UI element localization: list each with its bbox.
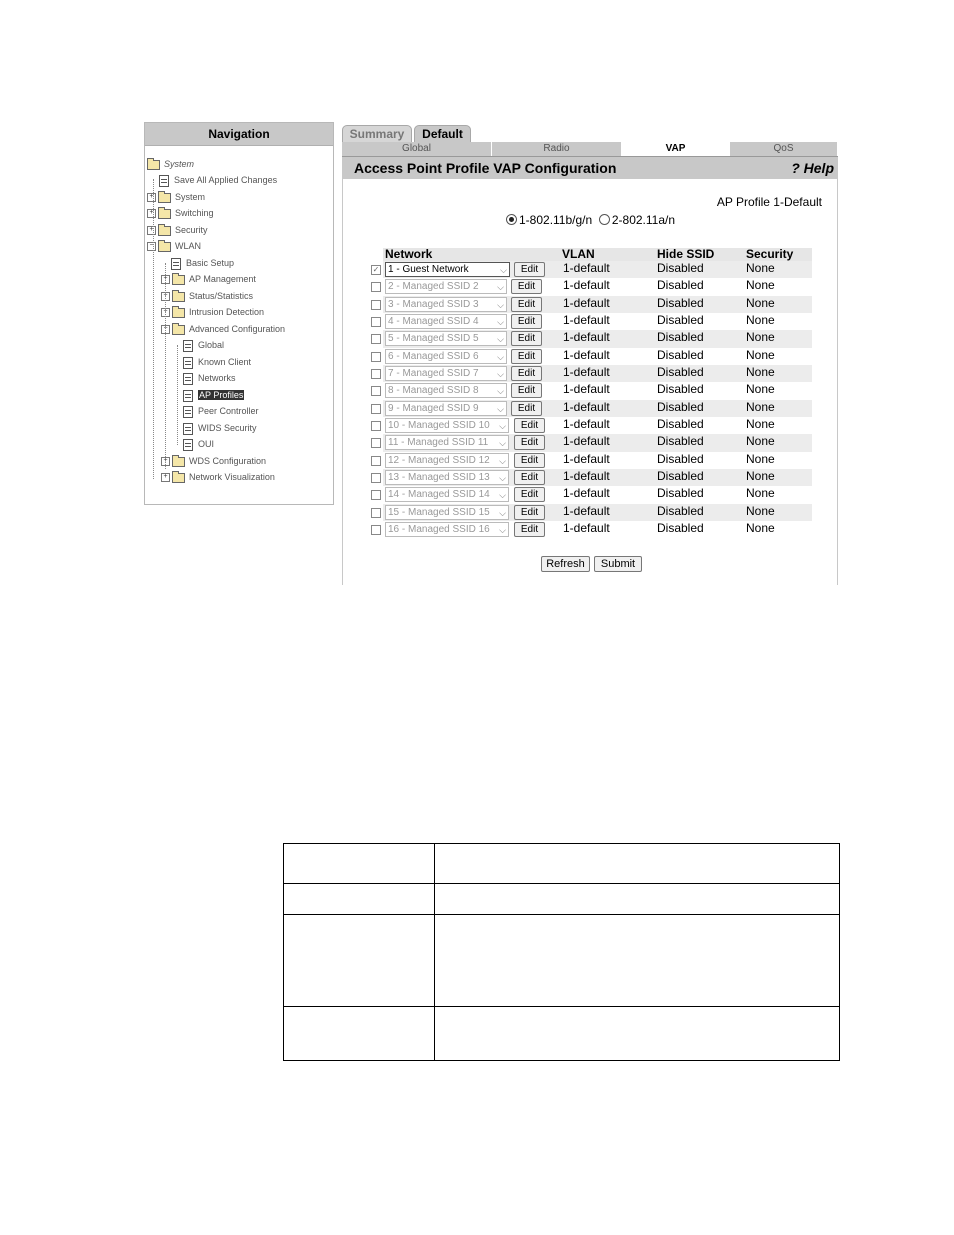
expand-icon[interactable]: + — [147, 193, 156, 202]
folder-icon — [172, 308, 185, 318]
config-subtabs — [342, 142, 838, 157]
edit-button[interactable]: Edit — [511, 297, 542, 312]
nav-item[interactable] — [161, 288, 253, 304]
table-row — [383, 521, 812, 538]
edit-button[interactable]: Edit — [514, 418, 545, 433]
nav-item-label: AP Profiles — [199, 390, 244, 400]
table-row — [383, 330, 812, 347]
security-cell: None — [746, 365, 775, 380]
network-checkbox[interactable] — [371, 508, 381, 518]
page-icon — [183, 423, 193, 435]
hide-ssid-cell: Disabled — [657, 503, 704, 518]
header-vlan: VLAN — [562, 247, 595, 261]
subtab-radio[interactable]: Radio — [492, 142, 622, 156]
nav-item[interactable] — [183, 354, 251, 370]
edit-button[interactable]: Edit — [514, 453, 545, 468]
folder-open-icon — [158, 242, 171, 252]
expand-icon[interactable]: + — [161, 308, 170, 317]
nav-item[interactable] — [147, 205, 214, 221]
network-select-value: 7 - Managed SSID 7 — [388, 368, 479, 380]
network-select[interactable] — [385, 505, 509, 520]
nav-item-label: Intrusion Detection — [189, 307, 265, 317]
network-select[interactable] — [385, 279, 507, 294]
folder-icon — [158, 226, 171, 236]
network-checkbox[interactable] — [371, 456, 381, 466]
chevron-down-icon: ⌵ — [497, 299, 504, 310]
table-row — [383, 400, 812, 417]
chevron-down-icon: ⌵ — [499, 421, 506, 432]
hide-ssid-cell: Disabled — [657, 469, 704, 484]
edit-button[interactable]: Edit — [511, 314, 542, 329]
table-row — [372, 261, 812, 278]
nav-item[interactable] — [159, 172, 277, 188]
hide-ssid-cell: Disabled — [657, 365, 704, 380]
nav-item[interactable] — [183, 436, 214, 452]
page-icon — [183, 340, 193, 352]
chevron-down-icon: ⌵ — [499, 490, 506, 501]
network-checkbox[interactable] — [371, 300, 381, 310]
edit-button[interactable]: Edit — [514, 470, 545, 485]
network-checkbox[interactable] — [371, 317, 381, 327]
network-select-value: 12 - Managed SSID 12 — [388, 454, 490, 466]
folder-icon — [172, 292, 185, 302]
security-cell: None — [746, 261, 775, 275]
network-select[interactable] — [385, 383, 507, 398]
empty-description-table — [283, 843, 840, 1061]
folder-open-icon — [172, 325, 185, 335]
edit-button[interactable]: Edit — [511, 349, 542, 364]
expand-icon[interactable]: + — [147, 209, 156, 218]
security-cell: None — [746, 434, 775, 449]
vlan-cell: 1-default — [563, 434, 610, 449]
folder-open-icon — [147, 160, 160, 170]
subtab-vap[interactable]: VAP — [622, 142, 730, 156]
vlan-cell: 1-default — [563, 521, 610, 536]
vlan-cell: 1-default — [563, 313, 610, 328]
network-select[interactable] — [385, 297, 507, 312]
nav-item-label: AP Management — [189, 274, 256, 284]
nav-item-label: Global — [198, 340, 225, 350]
nav-item-label: System — [164, 159, 195, 169]
network-select-value: 4 - Managed SSID 4 — [388, 316, 479, 328]
chevron-down-icon: ⌵ — [497, 386, 504, 397]
network-checkbox[interactable] — [371, 404, 381, 414]
network-checkbox[interactable] — [371, 282, 381, 292]
page-title-bar — [342, 157, 838, 179]
hide-ssid-cell: Disabled — [657, 330, 704, 345]
folder-icon — [172, 275, 185, 285]
network-select-value: 9 - Managed SSID 9 — [388, 402, 479, 414]
radio-2-button[interactable] — [599, 214, 610, 225]
nav-item-label: Peer Controller — [198, 406, 259, 416]
folder-icon — [158, 193, 171, 203]
security-cell: None — [746, 347, 775, 362]
network-checkbox[interactable] — [371, 490, 381, 500]
vlan-cell: 1-default — [563, 330, 610, 345]
chevron-down-icon: ⌵ — [497, 369, 504, 380]
network-checkbox[interactable] — [371, 421, 381, 431]
vlan-cell: 1-default — [563, 486, 610, 501]
network-table — [372, 247, 812, 539]
expand-icon[interactable]: + — [161, 457, 170, 466]
security-cell: None — [746, 486, 775, 501]
table-body — [372, 261, 812, 539]
network-checkbox[interactable] — [371, 334, 381, 344]
radio-2-label: 2-802.11a/n — [611, 213, 676, 227]
expand-icon[interactable]: + — [161, 473, 170, 482]
network-select-value: 8 - Managed SSID 8 — [388, 385, 479, 397]
network-select-value: 10 - Managed SSID 10 — [388, 420, 490, 432]
nav-item-label: System — [175, 192, 206, 202]
hide-ssid-cell: Disabled — [657, 434, 704, 449]
folder-icon — [172, 457, 185, 467]
network-checkbox[interactable] — [371, 352, 381, 362]
nav-item-label: Security — [175, 225, 208, 235]
chevron-down-icon: ⌵ — [499, 507, 506, 518]
vlan-cell: 1-default — [563, 417, 610, 432]
subtab-qos[interactable]: QoS — [730, 142, 838, 156]
hide-ssid-cell: Disabled — [657, 417, 704, 432]
header-security: Security — [746, 247, 794, 261]
nav-item[interactable] — [147, 238, 201, 254]
edit-button[interactable]: Edit — [514, 262, 545, 277]
header-hide-ssid: Hide SSID — [657, 247, 715, 261]
page-icon — [183, 439, 193, 451]
security-cell: None — [746, 313, 775, 328]
hide-ssid-cell: Disabled — [657, 278, 704, 293]
network-select-value: 5 - Managed SSID 5 — [388, 333, 479, 345]
network-checkbox[interactable] — [371, 369, 381, 379]
tree-connector — [165, 263, 166, 469]
table-header — [383, 248, 812, 261]
tab-summary[interactable]: Summary — [342, 125, 412, 142]
network-select[interactable] — [385, 262, 510, 277]
network-select-value: 3 - Managed SSID 3 — [388, 298, 479, 310]
table-row — [383, 417, 812, 434]
folder-icon — [172, 473, 185, 483]
network-select-value: 15 - Managed SSID 15 — [388, 506, 490, 518]
edit-button[interactable]: Edit — [511, 383, 542, 398]
hide-ssid-cell: Disabled — [657, 261, 704, 275]
nav-item-label: Network Visualization — [189, 472, 275, 482]
expand-icon[interactable]: + — [161, 292, 170, 301]
nav-item[interactable] — [183, 420, 257, 436]
table-row — [383, 348, 812, 365]
table-row — [383, 313, 812, 330]
table-row — [383, 296, 812, 313]
expand-icon[interactable]: + — [147, 226, 156, 235]
nav-item-label: Save All Applied Changes — [174, 175, 278, 185]
folder-icon — [158, 209, 171, 219]
nav-item[interactable] — [183, 387, 244, 403]
chevron-down-icon: ⌵ — [497, 351, 504, 362]
table-row — [383, 469, 812, 486]
table-row — [383, 365, 812, 382]
vlan-cell: 1-default — [563, 261, 610, 275]
chevron-down-icon: ⌵ — [499, 438, 506, 449]
security-cell: None — [746, 382, 775, 397]
edit-button[interactable]: Edit — [511, 366, 542, 381]
hide-ssid-cell: Disabled — [657, 347, 704, 362]
network-select[interactable] — [385, 401, 507, 416]
security-cell: None — [746, 521, 775, 536]
edit-button[interactable]: Edit — [511, 401, 542, 416]
table-row — [383, 434, 812, 451]
navigation-title: Navigation — [145, 123, 333, 146]
collapse-icon[interactable]: − — [161, 325, 170, 334]
network-select-value: 2 - Managed SSID 2 — [388, 281, 479, 293]
subtab-global[interactable]: Global — [342, 142, 492, 156]
edit-button[interactable]: Edit — [514, 487, 545, 502]
page-icon — [183, 406, 193, 418]
nav-item[interactable] — [183, 403, 259, 419]
help-link[interactable]: ? Help — [791, 160, 834, 176]
radio-1-button[interactable] — [506, 214, 517, 225]
refresh-button[interactable]: Refresh — [541, 556, 590, 572]
page-icon — [183, 373, 193, 385]
nav-item[interactable] — [147, 222, 208, 238]
hide-ssid-cell: Disabled — [657, 295, 704, 310]
table-row — [383, 504, 812, 521]
chevron-down-icon: ⌵ — [499, 473, 506, 484]
radio-selector — [506, 213, 675, 227]
network-checkbox[interactable] — [371, 473, 381, 483]
nav-item[interactable] — [161, 469, 275, 485]
vlan-cell: 1-default — [563, 347, 610, 362]
network-select-value: 14 - Managed SSID 14 — [388, 489, 490, 501]
vlan-cell: 1-default — [563, 278, 610, 293]
nav-item-label: Switching — [175, 208, 214, 218]
security-cell: None — [746, 278, 775, 293]
security-cell: None — [746, 399, 775, 414]
nav-item[interactable] — [183, 337, 224, 353]
chevron-down-icon: ⌵ — [497, 317, 504, 328]
nav-item-label: Known Client — [198, 357, 252, 367]
table-row — [383, 382, 812, 399]
chevron-down-icon: ⌵ — [499, 455, 506, 466]
expand-icon[interactable]: + — [161, 275, 170, 284]
nav-item[interactable] — [171, 255, 234, 271]
edit-button[interactable]: Edit — [514, 522, 545, 537]
edit-button[interactable]: Edit — [514, 505, 545, 520]
nav-item-label: Advanced Configuration — [189, 324, 286, 334]
chevron-down-icon: ⌵ — [497, 403, 504, 414]
nav-item[interactable] — [161, 321, 285, 337]
nav-item[interactable] — [183, 370, 236, 386]
vlan-cell: 1-default — [563, 451, 610, 466]
security-cell: None — [746, 469, 775, 484]
nav-item-label: Status/Statistics — [189, 291, 254, 301]
network-select-value: 1 - Guest Network — [388, 264, 469, 275]
network-select-value: 16 - Managed SSID 16 — [388, 524, 490, 536]
radio-1-label: 1-802.11b/g/n — [519, 213, 593, 227]
page-icon — [171, 258, 181, 270]
chevron-down-icon: ⌵ — [499, 525, 506, 536]
nav-item-label: Basic Setup — [186, 258, 235, 268]
security-cell: None — [746, 330, 775, 345]
network-select[interactable] — [385, 453, 509, 468]
network-select[interactable] — [385, 331, 507, 346]
vlan-cell: 1-default — [563, 503, 610, 518]
nav-item[interactable] — [161, 304, 264, 320]
page-title: Access Point Profile VAP Configuration — [354, 160, 617, 176]
network-checkbox[interactable] — [371, 386, 381, 396]
network-select-value: 6 - Managed SSID 6 — [388, 350, 479, 362]
vlan-cell: 1-default — [563, 399, 610, 414]
network-checkbox[interactable] — [371, 525, 381, 535]
chevron-down-icon: ⌵ — [497, 282, 504, 293]
hide-ssid-cell: Disabled — [657, 486, 704, 501]
network-select-value: 11 - Managed SSID 11 — [388, 437, 489, 449]
network-select-value: 13 - Managed SSID 13 — [388, 472, 490, 484]
ap-profile-label: AP Profile 1-Default — [716, 195, 822, 209]
vlan-cell: 1-default — [563, 382, 610, 397]
network-select[interactable] — [385, 418, 509, 433]
network-checkbox[interactable]: ✓ — [372, 265, 380, 274]
nav-item[interactable] — [147, 156, 194, 172]
page-icon — [183, 357, 193, 369]
edit-button[interactable]: Edit — [514, 435, 545, 450]
hide-ssid-cell: Disabled — [657, 382, 704, 397]
submit-button[interactable]: Submit — [594, 556, 642, 572]
page-icon — [183, 390, 193, 402]
table-row — [383, 486, 812, 503]
nav-item[interactable] — [147, 189, 205, 205]
collapse-icon[interactable]: − — [147, 242, 156, 251]
vlan-cell: 1-default — [563, 365, 610, 380]
chevron-down-icon: ⌵ — [500, 265, 507, 275]
vap-config-content — [342, 179, 838, 585]
vlan-cell: 1-default — [563, 469, 610, 484]
edit-button[interactable]: Edit — [511, 279, 542, 294]
security-cell: None — [746, 417, 775, 432]
chevron-down-icon: ⌵ — [497, 334, 504, 345]
network-checkbox[interactable] — [371, 438, 381, 448]
tree-connector — [177, 345, 178, 445]
network-select[interactable] — [385, 435, 509, 450]
nav-item[interactable] — [161, 271, 256, 287]
nav-item-label: Networks — [198, 373, 236, 383]
network-select[interactable] — [385, 487, 509, 502]
network-select[interactable] — [385, 349, 507, 364]
network-select[interactable] — [385, 522, 509, 537]
header-network: Network — [385, 247, 433, 261]
hide-ssid-cell: Disabled — [657, 399, 704, 414]
nav-item-label: WLAN — [175, 241, 202, 251]
nav-item[interactable] — [161, 453, 266, 469]
network-select[interactable] — [385, 314, 507, 329]
network-select[interactable] — [385, 366, 507, 381]
security-cell: None — [746, 503, 775, 518]
table-row — [383, 278, 812, 295]
nav-item-label: OUI — [198, 439, 215, 449]
page-icon — [159, 175, 169, 187]
hide-ssid-cell: Disabled — [657, 313, 704, 328]
table-row — [383, 452, 812, 469]
hide-ssid-cell: Disabled — [657, 521, 704, 536]
edit-button[interactable]: Edit — [511, 331, 542, 346]
security-cell: None — [746, 295, 775, 310]
navigation-panel — [144, 122, 334, 505]
network-select[interactable] — [385, 470, 509, 485]
nav-item-label: WDS Configuration — [189, 456, 267, 466]
vlan-cell: 1-default — [563, 295, 610, 310]
nav-item-label: WIDS Security — [198, 423, 257, 433]
hide-ssid-cell: Disabled — [657, 451, 704, 466]
tree-connector — [153, 179, 154, 479]
tab-default[interactable]: Default — [414, 125, 471, 142]
security-cell: None — [746, 451, 775, 466]
